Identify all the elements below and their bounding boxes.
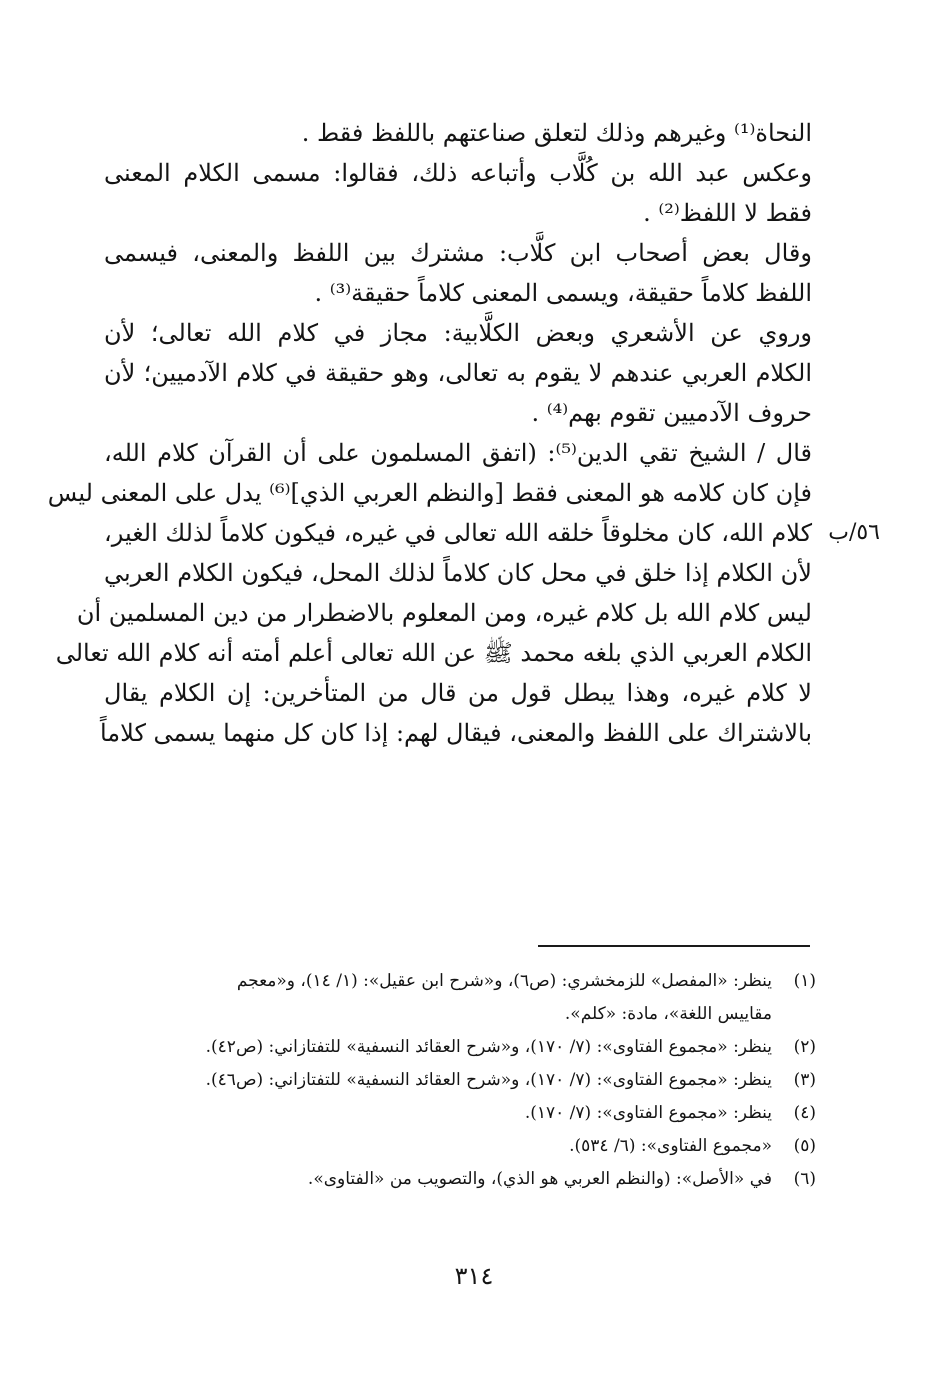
footnote-line: مقاييس اللغة»، مادة: «كلم». (564, 1004, 772, 1024)
text-line: اللفظ كلاماً حقيقة، ويسمى المعنى كلاماً حقيقة⁽³⁾ . (314, 279, 812, 307)
text-line: وعكس عبد الله بن كُلَّاب وأتباعه ذلك، فقالوا: مسمى الكلام المعنى (104, 159, 812, 187)
footnote-number: (٢) (793, 1037, 816, 1057)
footnote-line: ينظر: «المفصل» للزمخشري: (ص٦)، و«شرح ابن عقيل»: (١/ ١٤)، و«معجم (236, 971, 772, 991)
footnote-number: (٣) (793, 1070, 816, 1090)
text-line: النحاة⁽¹⁾ وغيرهم وذلك لتعلق صناعتهم باللفظ فقط . (301, 119, 812, 147)
footnote (104, 1097, 816, 1130)
footnote-number: (٦) (793, 1169, 816, 1189)
manuscript-folio-marker: ٥٦/ب (828, 520, 880, 545)
footnote (104, 1163, 816, 1196)
text-line: قال / الشيخ تقي الدين⁽⁵⁾: (اتفق المسلمون على أن القرآن كلام الله، (104, 439, 812, 467)
footnote (104, 965, 816, 1031)
footnote-number: (١) (793, 971, 816, 991)
footnote-text (104, 1031, 772, 1064)
footnote-line: في «الأصل»: (والنظم العربي هو الذي)، والتصويب من «الفتاوى». (307, 1169, 772, 1189)
footnote-line: ينظر: «مجموع الفتاوى»: (٧/ ١٧٠). (524, 1103, 772, 1123)
footnote (104, 1031, 816, 1064)
main-text (47, 113, 812, 753)
footnote-text (104, 1064, 772, 1097)
text-line: فقط لا اللفظ⁽²⁾ . (643, 199, 812, 227)
text-line: وروي عن الأشعري وبعض الكلَّابية: مجاز في كلام الله تعالى؛ لأن (104, 319, 812, 347)
text-line: ليس كلام الله بل كلام غيره، ومن المعلوم بالاضطرار من دين المسلمين أن (76, 599, 812, 627)
footnote-text (104, 965, 772, 1031)
footnote (104, 1064, 816, 1097)
footnote-text (104, 1097, 772, 1130)
footnote-text (104, 1163, 772, 1196)
text-line: لأن الكلام إذا خلق في محل كان كلاماً لذلك المحل، فيكون الكلام العربي (104, 559, 812, 587)
text-line: لا كلام غيره، وهذا يبطل قول من قال من المتأخرين: إن الكلام يقال (104, 679, 812, 707)
footnote-line: ينظر: «مجموع الفتاوى»: (٧/ ١٧٠)، و«شرح العقائد النسفية» للتفتازاني: (ص٤٢). (205, 1037, 772, 1057)
text-line: بالاشتراك على اللفظ والمعنى، فيقال لهم: إذا كان كل منهما يسمى كلاماً (99, 719, 812, 747)
page-number: ٣١٤ (454, 1262, 494, 1290)
footnote (104, 1130, 816, 1163)
text-line: فإن كان كلامه هو المعنى فقط [والنظم العربي الذي]⁽⁶⁾ يدل على المعنى ليس (47, 479, 812, 507)
footnote-line: «مجموع الفتاوى»: (٦/ ٥٣٤). (569, 1136, 772, 1156)
footnote-text (104, 1130, 772, 1163)
text-line: وقال بعض أصحاب ابن كلَّاب: مشترك بين اللفظ والمعنى، فيسمى (104, 239, 812, 267)
footnotes (104, 965, 816, 1196)
footnote-number: (٤) (793, 1103, 816, 1123)
text-line: الكلام العربي عندهم لا يقوم به تعالى، وهو حقيقة في كلام الآدميين؛ لأن (104, 359, 812, 387)
text-line: كلام الله، كان مخلوقاً خلقه الله تعالى في غيره، فيكون كلاماً لذلك الغير، (104, 519, 812, 547)
text-line: حروف الآدميين تقوم بهم⁽⁴⁾ . (531, 399, 812, 427)
text-line: الكلام العربي الذي بلغه محمد ﷺ عن الله تعالى أعلم أمته أنه كلام الله تعالى (55, 639, 812, 667)
footnote-separator (538, 945, 810, 947)
footnote-number: (٥) (793, 1136, 816, 1156)
footnote-line: ينظر: «مجموع الفتاوى»: (٧/ ١٧٠)، و«شرح العقائد النسفية» للتفتازاني: (ص٤٦). (205, 1070, 772, 1090)
